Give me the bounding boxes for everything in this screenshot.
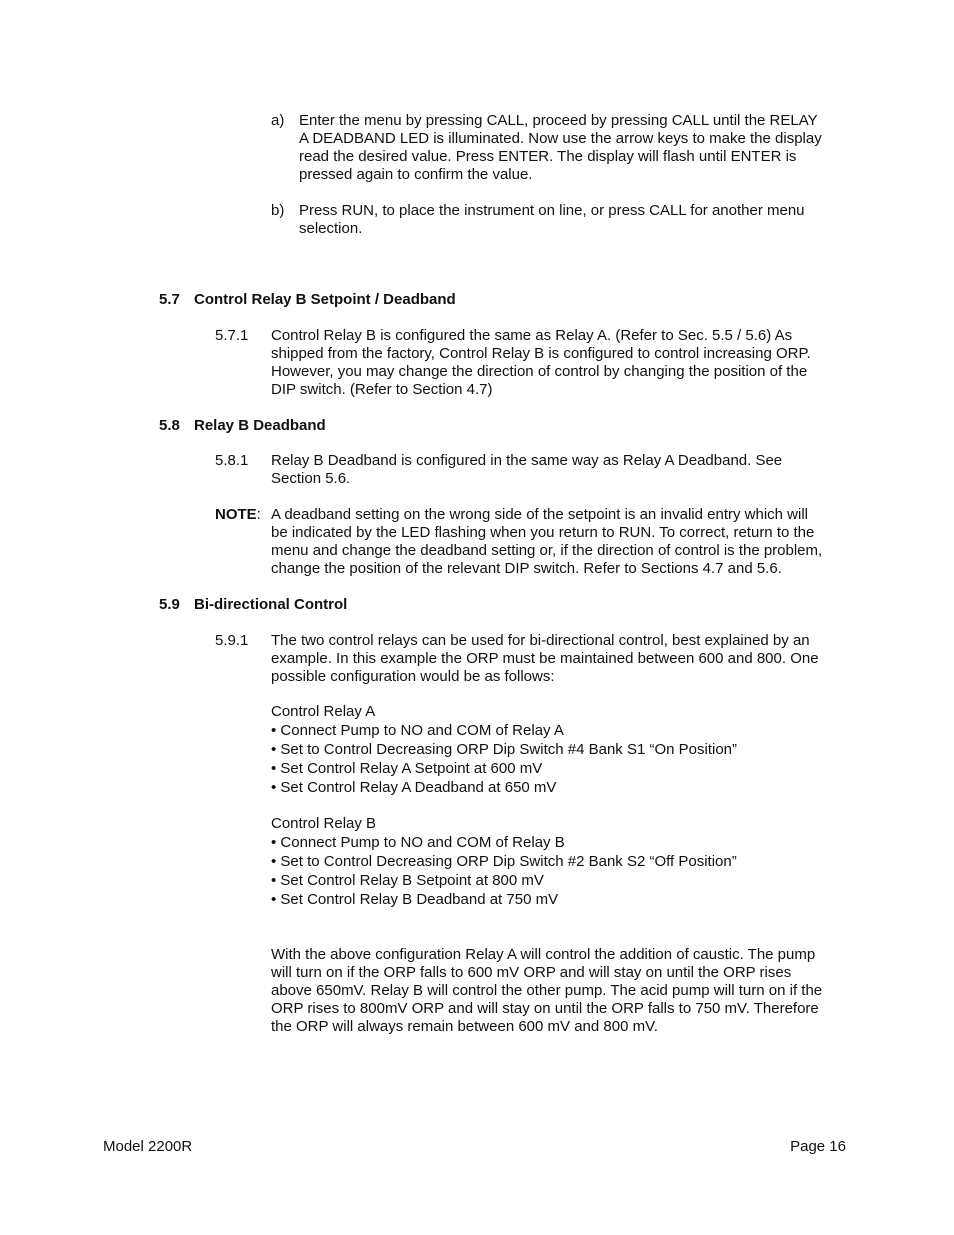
footer-model: Model 2200R (103, 1138, 193, 1155)
step-b-text: Press RUN, to place the instrument on line, or press CALL for another menu selection. (299, 202, 805, 237)
footer-page-number: Page 16 (790, 1138, 846, 1155)
section-5-7-number: 5.7 (159, 291, 180, 308)
step-a-label: a) (271, 112, 285, 129)
note-label-word: NOTE (215, 506, 257, 523)
section-5-7-title: Control Relay B Setpoint / Deadband (194, 291, 456, 308)
section-5-8-1-text: Relay B Deadband is configured in the same way as Relay A Deadband. See Section 5.6. (271, 452, 783, 487)
section-5-9-number: 5.9 (159, 596, 180, 613)
section-5-7-1-text: Control Relay B is configured the same as Relay A. (Refer to Sec. 5.5 / 5.6) As shipped from the factory, Control Relay B is configured to control increasing ORP. However, you may change the direction of control by changing the position of the DIP switch. (Refer to Section 4.7) (271, 327, 811, 398)
section-5-8-1-number: 5.8.1 (215, 452, 249, 469)
relay-a-item: • Set to Control Decreasing ORP Dip Switch #4 Bank S1 “On Position” (271, 741, 738, 758)
relay-b-heading: Control Relay B (271, 815, 377, 832)
relay-a-item: • Set Control Relay A Setpoint at 600 mV (271, 760, 543, 777)
relay-a-heading: Control Relay A (271, 703, 376, 720)
step-b-label: b) (271, 202, 285, 219)
note-label (215, 506, 261, 524)
relay-a-item: • Set Control Relay A Deadband at 650 mV (271, 779, 557, 796)
summary-paragraph: With the above configuration Relay A will control the addition of caustic. The pump will turn on if the ORP falls to 600 mV ORP and will stay on until the ORP rises above 650mV. Relay B will control the other pump. The acid pump will turn on if the ORP rises to 800mV ORP and will stay on until the ORP falls to 750 mV. Therefore the ORP will always remain between 600 mV and 800 mV. (271, 946, 823, 1035)
section-5-9-1-number: 5.9.1 (215, 632, 249, 649)
section-5-8-title: Relay B Deadband (194, 417, 326, 434)
relay-a-item: • Connect Pump to NO and COM of Relay A (271, 722, 564, 739)
step-a-text: Enter the menu by pressing CALL, proceed by pressing CALL until the RELAY A DEADBAND LED is illuminated. Now use the arrow keys to make the display read the desired value. Press ENTER. The display will flash until ENTER is pressed again to confirm the value. (299, 112, 822, 183)
note-text: A deadband setting on the wrong side of the setpoint is an invalid entry which will be indicated by the LED flashing when you return to RUN. To correct, return to the menu and change the deadband setting or, if the direction of control is the problem, change the position of the relevant DIP switch. Refer to Sections 4.7 and 5.6. (271, 506, 823, 577)
relay-b-item: • Set to Control Decreasing ORP Dip Switch #2 Bank S2 “Off Position” (271, 853, 737, 870)
section-5-8-number: 5.8 (159, 417, 180, 434)
relay-b-item: • Set Control Relay B Deadband at 750 mV (271, 891, 559, 908)
relay-b-item: • Connect Pump to NO and COM of Relay B (271, 834, 565, 851)
section-5-9-1-text: The two control relays can be used for bi-directional control, best explained by an example. In this example the ORP must be maintained between 600 and 800. One possible configuration would be as follows: (271, 632, 819, 685)
relay-b-item: • Set Control Relay B Setpoint at 800 mV (271, 872, 544, 889)
note-label-colon: : (256, 506, 261, 523)
section-5-7-1-number: 5.7.1 (215, 327, 249, 344)
section-5-9-title: Bi-directional Control (194, 596, 348, 613)
